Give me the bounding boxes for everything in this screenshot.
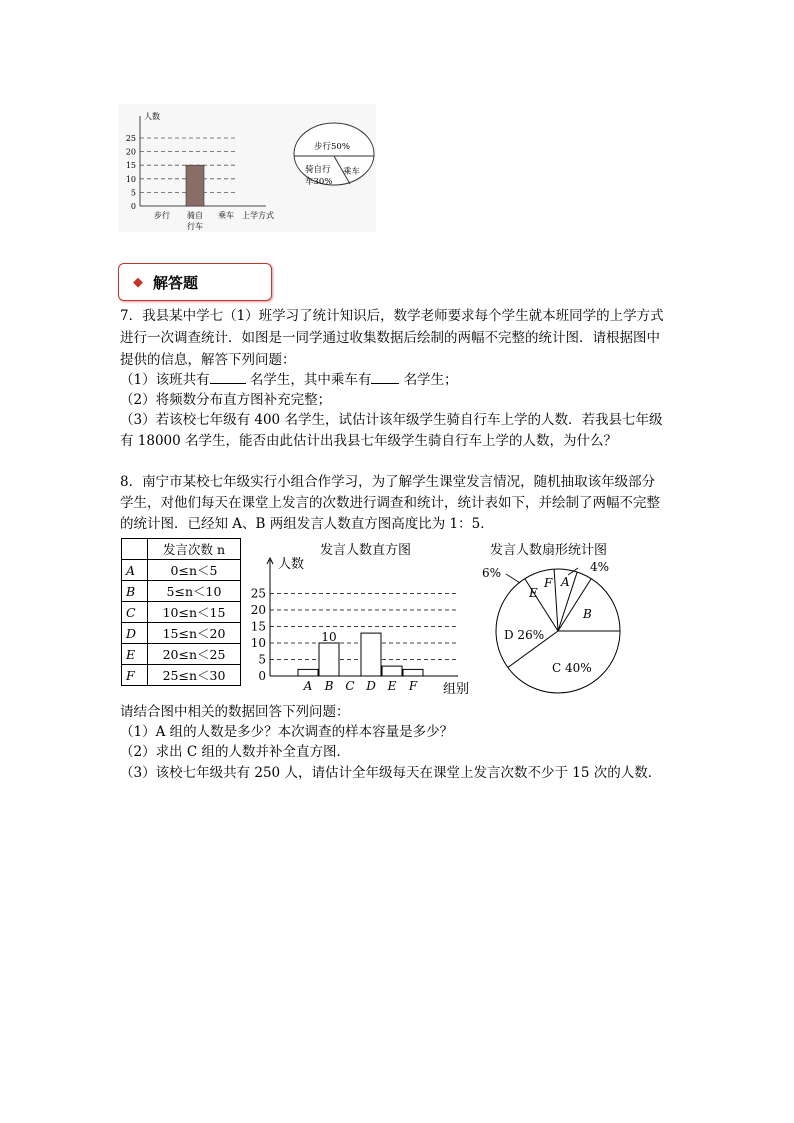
histogram-ytick: 10 [250, 636, 266, 650]
histogram-category-F: F [408, 679, 418, 693]
histogram-category-A: A [303, 679, 313, 693]
top-bar-ytick: 0 [130, 202, 136, 211]
answer-blank-1[interactable] [210, 370, 246, 384]
q7-part2: （2）将频数分布直方图补充完整； [120, 392, 332, 408]
top-bar-category: 骑自 [187, 211, 203, 220]
histogram-chart [240, 538, 480, 698]
top-bar-ytick: 25 [125, 134, 136, 143]
histogram-bar-B [319, 643, 339, 676]
q8-part1: （1）A 组的人数是多少？本次调查的样本容量是多少？ [120, 724, 454, 740]
histogram-ytick: 20 [250, 603, 266, 617]
pie-title: 发言人数扇形统计图 [490, 543, 608, 558]
table-header-corner [122, 539, 148, 560]
histogram-bar-E [382, 666, 402, 676]
q7-part1-a: （1）该班共有 [120, 372, 210, 388]
top-bar-ytick: 5 [130, 188, 136, 198]
q8-part3: （3）该校七年级共有 250 人，请估计全年级每天在课堂上发言次数不少于 15 次的人数． [120, 765, 662, 781]
q8-after: 请结合图中相关的数据回答下列问题： [120, 704, 350, 720]
histogram-category-C: C [345, 679, 355, 693]
top-pie-walk-label: 步行50% [314, 142, 350, 152]
top-pie-bus-label: 乘车 [343, 167, 361, 177]
q8-part2: （2）求出 C 组的人数并补全直方图． [120, 744, 351, 760]
pie-label-D: D 26% [504, 628, 545, 642]
top-figure [118, 104, 376, 232]
top-bar-ytick: 20 [125, 147, 136, 157]
table-key: F [122, 665, 148, 686]
q8-line1: 8．南宁市某校七年级实行小组合作学习，为了解学生课堂发言情况，随机抽取该年级部分 [120, 474, 656, 490]
histogram-category-D: D [366, 679, 376, 693]
pie-label-E: E [529, 586, 538, 600]
top-bar-ylabel: 人数 [144, 112, 160, 121]
table-key: B [122, 581, 148, 602]
table-value: 15≤n＜20 [148, 623, 241, 644]
histogram-bar-A [298, 669, 318, 676]
histogram-title: 发言人数直方图 [320, 543, 412, 558]
histogram-ytick: 5 [258, 652, 266, 667]
histogram-bar-D [361, 633, 381, 676]
histogram-ylabel: 人数 [278, 557, 305, 572]
pie-label-B: B [583, 607, 592, 621]
histogram-data-label: 10 [321, 630, 337, 644]
top-bar-category: 乘车 [218, 211, 234, 220]
pie-label-F: F [544, 576, 553, 590]
table-key: C [122, 602, 148, 623]
table-value: 5≤n＜10 [148, 581, 241, 602]
table-value: 0≤n＜5 [148, 560, 241, 581]
sector-chart [478, 538, 638, 708]
q7-line2: 进行一次调查统计．如图是一同学通过收集数据后绘制的两幅不完整的统计图．请根据图中 [120, 330, 660, 346]
top-bar-xlabel: 上学方式 [242, 211, 274, 220]
top-pie-bike-label-1: 骑自行 [305, 165, 331, 175]
pie-label-C: C 40% [552, 661, 592, 675]
q7-part3-line1: （3）若该校七年级有 400 名学生，试估计该年级学生骑自行车上学的人数．若我县七年级 [120, 412, 663, 428]
pie-label-f: 6% [482, 566, 502, 580]
table-key: E [122, 644, 148, 665]
table-row [122, 644, 241, 665]
q7-part3-line2: 有 18000 名学生，能否由此估计出我县七年级学生骑自行车上学的人数，为什么？ [120, 433, 618, 449]
q7-line1: 7．我县某中学七（1）班学习了统计知识后，数学老师要求每个学生就本班同学的上学方式 [120, 308, 664, 324]
table-key: D [122, 623, 148, 644]
q8-line3: 的统计图．已经知 A、B 两组发言人数直方图高度比为 1：5． [120, 516, 494, 532]
q7-part1 [120, 369, 680, 391]
histogram-ytick: 15 [250, 619, 266, 634]
q7-line3: 提供的信息，解答下列问题： [120, 352, 296, 368]
top-bar-ytick: 15 [125, 161, 136, 171]
histogram-category-B: B [324, 679, 334, 693]
top-pie-bike-label-2: 车30% [305, 177, 333, 187]
histogram-category-E: E [387, 679, 397, 693]
table-row [122, 665, 241, 686]
pie-label-a: 4% [590, 560, 610, 574]
q8-line2: 学生，对他们每天在课堂上发言的次数进行调查和统计，统计表如下，并绘制了两幅不完整 [120, 495, 660, 511]
q7-part1-b: 名学生，其中乘车有 [249, 372, 372, 388]
top-bar-bar [186, 165, 204, 206]
pie-label-A: A [561, 575, 570, 589]
table-header-row [122, 539, 241, 560]
table-header-cell: 发言次数 n [148, 539, 241, 560]
top-bar-category: 步行 [154, 211, 170, 220]
pie-leader-f [506, 574, 520, 583]
diamond-icon: ◆ [133, 275, 143, 290]
section-header [118, 263, 272, 301]
table-row [122, 581, 241, 602]
table-value: 20≤n＜25 [148, 644, 241, 665]
q7-part1-c: 名学生； [403, 372, 458, 388]
frequency-table [121, 538, 241, 686]
answer-blank-2[interactable] [371, 370, 399, 384]
histogram-ytick: 0 [258, 669, 266, 683]
table-value: 25≤n＜30 [148, 665, 241, 686]
section-title: 解答题 [153, 274, 199, 292]
top-bar-category-line2: 行车 [187, 222, 203, 231]
table-row [122, 623, 241, 644]
histogram-bar-F [403, 669, 423, 676]
table-key: A [122, 560, 148, 581]
histogram-ytick: 25 [250, 586, 266, 601]
table-row [122, 602, 241, 623]
table-row [122, 560, 241, 581]
top-bar-ytick: 10 [125, 174, 136, 184]
histogram-xlabel: 组别 [443, 682, 470, 697]
table-value: 10≤n＜15 [148, 602, 241, 623]
